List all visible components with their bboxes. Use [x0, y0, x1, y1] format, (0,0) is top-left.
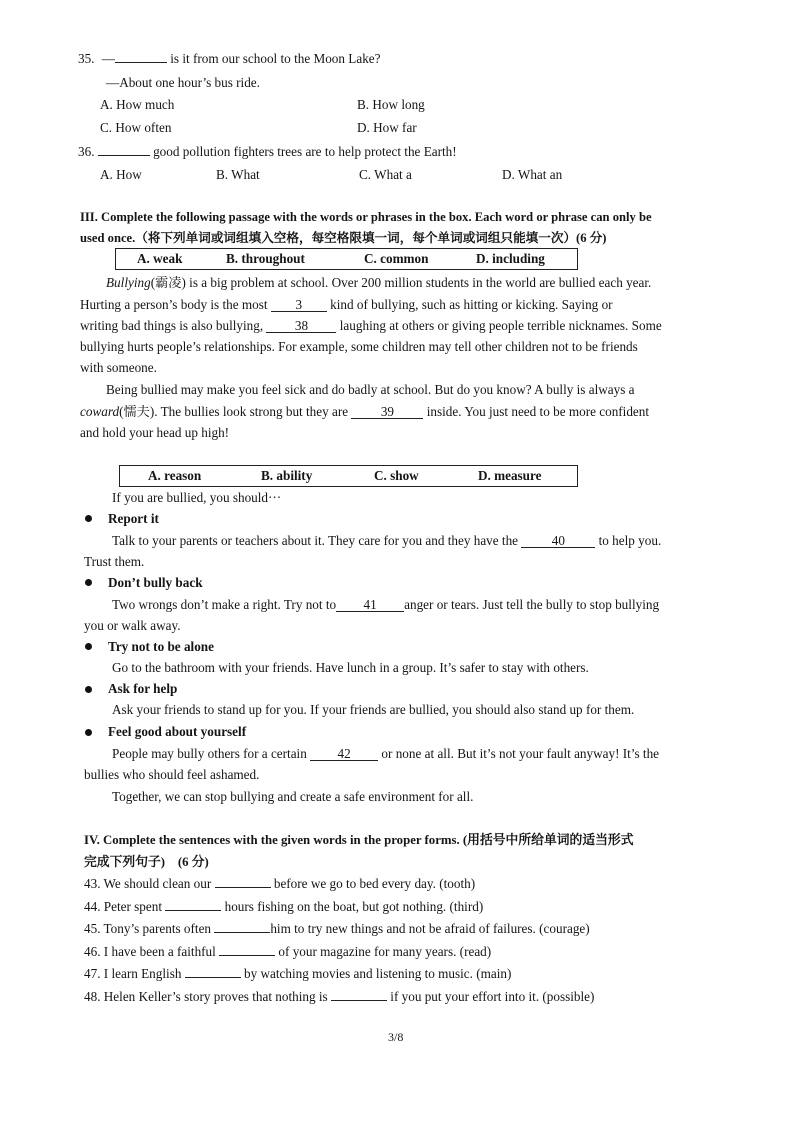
q35-option-a[interactable]: A. How much: [100, 97, 175, 112]
box2-option-d: D. measure: [478, 468, 542, 483]
q35-answer-line: —About one hour’s bus ride.: [106, 75, 260, 90]
tip-title-feel-good: Feel good about yourself: [108, 724, 247, 739]
bullet-icon: [85, 686, 92, 693]
blank-41[interactable]: 41: [336, 599, 404, 612]
tip-title-ask-help: Ask for help: [108, 681, 178, 696]
bullet-icon: [85, 579, 92, 586]
tip1-line2: Trust them.: [84, 554, 145, 569]
p1-line5: with someone.: [80, 360, 157, 375]
q36-blank[interactable]: [98, 143, 150, 156]
q43: 43. We should clean our before we go to bed every day. (tooth): [84, 876, 476, 891]
tip4-line1: Ask your friends to stand up for you. If your friends are bullied, you should also stand up for them.: [112, 702, 635, 717]
tip-title-not-alone: Try not to be alone: [108, 639, 214, 654]
q36-option-a[interactable]: A. How: [100, 167, 142, 182]
q46-blank[interactable]: [219, 943, 275, 956]
section4-heading-line1: IV. Complete the sentences with the given words in the proper forms. (用括号中所给单词的适当形式: [84, 833, 634, 847]
tip-title-report: Report it: [108, 511, 159, 526]
tip2-line2: you or walk away.: [84, 618, 181, 633]
p2-line2: coward(懦夫). The bullies look strong but they are 39 inside. You just need to be more confident: [80, 404, 650, 419]
bullet-icon: [85, 729, 92, 736]
closing-line: Together, we can stop bullying and create a safe environment for all.: [112, 789, 474, 804]
tips-intro: If you are bullied, you should···: [112, 490, 282, 505]
q45: 45. Tony’s parents often him to try new things and not be afraid of failures. (courage): [84, 921, 590, 936]
q44: 44. Peter spent hours fishing on the boat, but got nothing. (third): [84, 899, 484, 914]
box1-option-b: B. throughout: [226, 251, 305, 266]
tip1-line1: Talk to your parents or teachers about it. They care for you and they have the 40 to help you.: [112, 533, 662, 548]
blank-37[interactable]: 3: [271, 299, 327, 312]
p1-line1: Bullying(霸凌) is a big problem at school. Over 200 million students in the world are bullied each year.: [106, 275, 652, 290]
p1-line2: Hurting a person’s body is the most 3 kind of bullying, such as hitting or kicking. Saying or: [80, 297, 613, 312]
q35-stem: 35. — is it from our school to the Moon Lake?: [78, 51, 381, 66]
q35-option-c[interactable]: C. How often: [100, 120, 172, 135]
tip-title-dont-bully-back: Don’t bully back: [108, 575, 203, 590]
box1-option-d: D. including: [476, 251, 545, 266]
section4-heading-line2: 完成下列句子) (6 分): [84, 855, 209, 869]
tip5-line1: People may bully others for a certain 42 or none at all. But it’s not your fault anyway! It’s the: [112, 746, 660, 761]
q36-option-d[interactable]: D. What an: [502, 167, 563, 182]
p1-line3: writing bad things is also bullying, 38 laughing at others or giving people terrible nicknames. Some: [80, 318, 662, 333]
q36-option-b[interactable]: B. What: [216, 167, 260, 182]
q45-blank[interactable]: [214, 920, 270, 933]
page-number: 3/8: [388, 1030, 404, 1044]
box1-option-a: A. weak: [137, 251, 183, 266]
blank-39[interactable]: 39: [351, 406, 423, 419]
q36-stem: 36. good pollution fighters trees are to help protect the Earth!: [78, 144, 457, 159]
q46: 46. I have been a faithful of your magazine for many years. (read): [84, 944, 492, 959]
q35-option-b[interactable]: B. How long: [357, 97, 425, 112]
tip3-line1: Go to the bathroom with your friends. Have lunch in a group. It’s safer to stay with others.: [112, 660, 589, 675]
p1-line4: bullying hurts people’s relationships. For example, some children may tell other children not to be friends: [80, 339, 638, 354]
bullet-icon: [85, 515, 92, 522]
blank-38[interactable]: 38: [266, 320, 336, 333]
q43-blank[interactable]: [215, 875, 271, 888]
q35-option-d[interactable]: D. How far: [357, 120, 417, 135]
tip2-line1: Two wrongs don’t make a right. Try not to 41 anger or tears. Just tell the bully to stop bullying: [112, 597, 660, 612]
blank-42[interactable]: 42: [310, 748, 378, 761]
word-box-1: [115, 248, 578, 270]
box2-option-c: C. show: [374, 468, 419, 483]
box2-option-a: A. reason: [148, 468, 202, 483]
tip5-line2: bullies who should feel ashamed.: [84, 767, 260, 782]
section3-heading-line2: used once.（将下列单词或词组填入空格，每空格限填一词，每个单词或词组只能填一次）(6 分): [80, 231, 607, 245]
p2-line3: and hold your head up high!: [80, 425, 230, 440]
q47-blank[interactable]: [185, 965, 241, 978]
q47: 47. I learn English by watching movies and listening to music. (main): [84, 966, 512, 981]
box1-option-c: C. common: [364, 251, 429, 266]
box2-option-b: B. ability: [261, 468, 313, 483]
q36-option-c[interactable]: C. What a: [359, 167, 412, 182]
blank-40[interactable]: 40: [521, 535, 595, 548]
q48-blank[interactable]: [331, 988, 387, 1001]
word-box-2: [119, 465, 578, 487]
section3-heading-line1: III. Complete the following passage with the words or phrases in the box. Each word or phrase can only be: [80, 210, 652, 224]
bullet-icon: [85, 643, 92, 650]
q48: 48. Helen Keller’s story proves that nothing is if you put your effort into it. (possible): [84, 989, 595, 1004]
q44-blank[interactable]: [165, 898, 221, 911]
q35-blank[interactable]: [115, 50, 167, 63]
p2-line1: Being bullied may make you feel sick and do badly at school. But do you know? A bully is always a: [106, 382, 635, 397]
